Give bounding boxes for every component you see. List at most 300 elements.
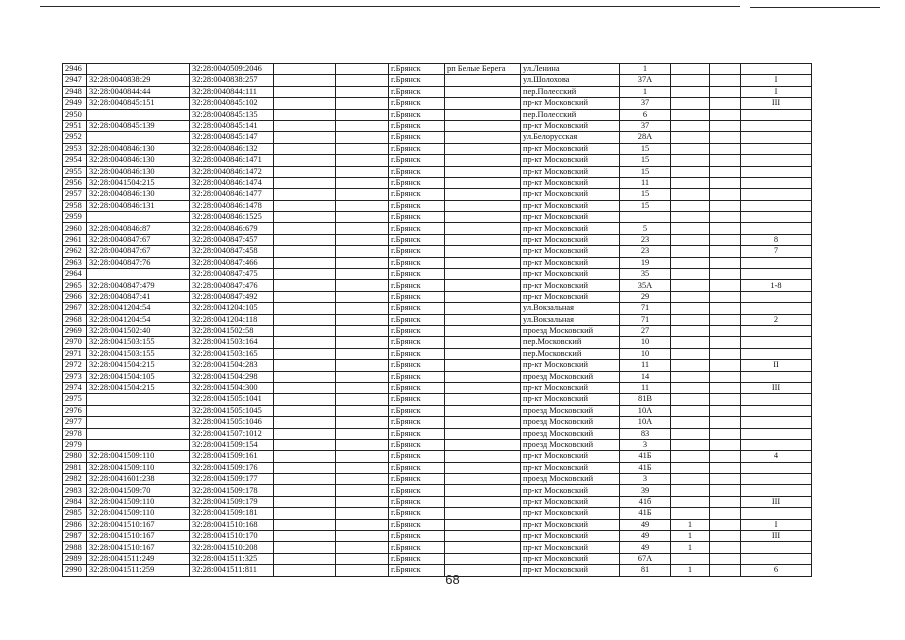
- extra-cell: [710, 291, 741, 302]
- house-cell: 15: [620, 200, 671, 211]
- empty-cell-b: [336, 189, 389, 200]
- city-cell: г.Брянск: [389, 303, 445, 314]
- object-cadastral-number-cell: 32:28:0040845:147: [190, 132, 274, 143]
- table-row: [63, 553, 812, 564]
- settlement-cell: [445, 508, 521, 519]
- house-cell: 28А: [620, 132, 671, 143]
- empty-cell-b: [336, 200, 389, 211]
- land-cadastral-number-cell: [87, 64, 190, 75]
- house-cell: 19: [620, 257, 671, 268]
- land-cadastral-number-cell: [87, 394, 190, 405]
- empty-cell-a: [274, 132, 336, 143]
- row-number-cell: 2949: [63, 98, 87, 109]
- row-number-cell: 2974: [63, 382, 87, 393]
- empty-cell-a: [274, 439, 336, 450]
- empty-cell-a: [274, 314, 336, 325]
- city-cell: г.Брянск: [389, 223, 445, 234]
- empty-cell-a: [274, 269, 336, 280]
- table-row: [63, 234, 812, 245]
- land-cadastral-number-cell: 32:28:0040838:29: [87, 75, 190, 86]
- building-cell: [671, 223, 710, 234]
- settlement-cell: [445, 223, 521, 234]
- row-number-cell: 2947: [63, 75, 87, 86]
- house-cell: 39: [620, 485, 671, 496]
- land-cadastral-number-cell: [87, 405, 190, 416]
- settlement-cell: [445, 120, 521, 131]
- table-row: [63, 531, 812, 542]
- land-cadastral-number-cell: 32:28:0041510:167: [87, 531, 190, 542]
- house-cell: 23: [620, 234, 671, 245]
- object-cadastral-number-cell: 32:28:0041511:811: [190, 565, 274, 576]
- settlement-cell: [445, 531, 521, 542]
- street-cell: ул.Белорусская: [521, 132, 620, 143]
- extra-cell: [710, 64, 741, 75]
- street-cell: проезд Московский: [521, 325, 620, 336]
- street-cell: пр-кт Московский: [521, 212, 620, 223]
- settlement-cell: [445, 143, 521, 154]
- empty-cell-a: [274, 474, 336, 485]
- land-cadastral-number-cell: 32:28:0041204:54: [87, 303, 190, 314]
- house-cell: 14: [620, 371, 671, 382]
- premises-cell: I: [741, 519, 812, 530]
- object-cadastral-number-cell: 32:28:0041504:300: [190, 382, 274, 393]
- row-number-cell: 2959: [63, 212, 87, 223]
- object-cadastral-number-cell: 32:28:0041503:165: [190, 348, 274, 359]
- street-cell: пр-кт Московский: [521, 291, 620, 302]
- house-cell: 49: [620, 531, 671, 542]
- empty-cell-b: [336, 405, 389, 416]
- premises-cell: [741, 291, 812, 302]
- settlement-cell: рп Белые Берега: [445, 64, 521, 75]
- empty-cell-a: [274, 98, 336, 109]
- street-cell: пр-кт Московский: [521, 234, 620, 245]
- premises-cell: [741, 269, 812, 280]
- premises-cell: [741, 462, 812, 473]
- table-row: [63, 474, 812, 485]
- street-cell: пер.Московский: [521, 348, 620, 359]
- land-cadastral-number-cell: 32:28:0040844:44: [87, 86, 190, 97]
- row-number-cell: 2953: [63, 143, 87, 154]
- empty-cell-b: [336, 496, 389, 507]
- extra-cell: [710, 519, 741, 530]
- city-cell: г.Брянск: [389, 531, 445, 542]
- premises-cell: [741, 189, 812, 200]
- street-cell: пр-кт Московский: [521, 542, 620, 553]
- street-cell: ул.Ленина: [521, 64, 620, 75]
- house-cell: 81: [620, 565, 671, 576]
- object-cadastral-number-cell: 32:28:0040845:102: [190, 98, 274, 109]
- building-cell: [671, 451, 710, 462]
- settlement-cell: [445, 382, 521, 393]
- table-row: [63, 508, 812, 519]
- building-cell: [671, 348, 710, 359]
- building-cell: [671, 155, 710, 166]
- row-number-cell: 2969: [63, 325, 87, 336]
- table-row: [63, 64, 812, 75]
- land-cadastral-number-cell: 32:28:0040846:130: [87, 166, 190, 177]
- table-row: [63, 246, 812, 257]
- premises-cell: III: [741, 531, 812, 542]
- settlement-cell: [445, 474, 521, 485]
- house-cell: 23: [620, 246, 671, 257]
- empty-cell-a: [274, 394, 336, 405]
- empty-cell-a: [274, 291, 336, 302]
- house-cell: 15: [620, 189, 671, 200]
- street-cell: пр-кт Московский: [521, 120, 620, 131]
- row-number-cell: 2980: [63, 451, 87, 462]
- settlement-cell: [445, 257, 521, 268]
- row-number-cell: 2987: [63, 531, 87, 542]
- settlement-cell: [445, 417, 521, 428]
- premises-cell: [741, 337, 812, 348]
- empty-cell-b: [336, 177, 389, 188]
- empty-cell-a: [274, 405, 336, 416]
- extra-cell: [710, 360, 741, 371]
- house-cell: 10: [620, 337, 671, 348]
- building-cell: 1: [671, 565, 710, 576]
- extra-cell: [710, 439, 741, 450]
- table-row: [63, 428, 812, 439]
- table-row: [63, 223, 812, 234]
- table-row: [63, 166, 812, 177]
- empty-cell-b: [336, 246, 389, 257]
- house-cell: 10А: [620, 405, 671, 416]
- row-number-cell: 2981: [63, 462, 87, 473]
- house-cell: 29: [620, 291, 671, 302]
- settlement-cell: [445, 109, 521, 120]
- building-cell: [671, 75, 710, 86]
- land-cadastral-number-cell: 32:28:0040845:139: [87, 120, 190, 131]
- city-cell: г.Брянск: [389, 405, 445, 416]
- empty-cell-b: [336, 120, 389, 131]
- empty-cell-a: [274, 542, 336, 553]
- settlement-cell: [445, 166, 521, 177]
- empty-cell-b: [336, 382, 389, 393]
- building-cell: [671, 496, 710, 507]
- table-row: [63, 86, 812, 97]
- land-cadastral-number-cell: 32:28:0040847:479: [87, 280, 190, 291]
- empty-cell-b: [336, 212, 389, 223]
- extra-cell: [710, 280, 741, 291]
- extra-cell: [710, 189, 741, 200]
- table-row: [63, 542, 812, 553]
- empty-cell-a: [274, 462, 336, 473]
- street-cell: пр-кт Московский: [521, 553, 620, 564]
- premises-cell: [741, 155, 812, 166]
- land-cadastral-number-cell: 32:28:0040846:130: [87, 143, 190, 154]
- empty-cell-a: [274, 485, 336, 496]
- land-cadastral-number-cell: 32:28:0040846:130: [87, 155, 190, 166]
- row-number-cell: 2978: [63, 428, 87, 439]
- house-cell: 49: [620, 519, 671, 530]
- land-cadastral-number-cell: 32:28:0041509:110: [87, 462, 190, 473]
- extra-cell: [710, 428, 741, 439]
- object-cadastral-number-cell: 32:28:0040845:141: [190, 120, 274, 131]
- premises-cell: [741, 64, 812, 75]
- table-row: [63, 382, 812, 393]
- house-cell: 3: [620, 439, 671, 450]
- extra-cell: [710, 542, 741, 553]
- table-row: [63, 360, 812, 371]
- table-row: [63, 291, 812, 302]
- house-cell: 15: [620, 166, 671, 177]
- premises-cell: 2: [741, 314, 812, 325]
- empty-cell-b: [336, 462, 389, 473]
- object-cadastral-number-cell: 32:28:0041502:58: [190, 325, 274, 336]
- row-number-cell: 2955: [63, 166, 87, 177]
- extra-cell: [710, 371, 741, 382]
- house-cell: 49: [620, 542, 671, 553]
- building-cell: [671, 474, 710, 485]
- house-cell: 27: [620, 325, 671, 336]
- page-number: 68: [445, 572, 460, 587]
- row-number-cell: 2975: [63, 394, 87, 405]
- object-cadastral-number-cell: 32:28:0040838:257: [190, 75, 274, 86]
- city-cell: г.Брянск: [389, 496, 445, 507]
- building-cell: [671, 143, 710, 154]
- land-cadastral-number-cell: 32:28:0041509:110: [87, 496, 190, 507]
- extra-cell: [710, 257, 741, 268]
- street-cell: пр-кт Московский: [521, 565, 620, 576]
- settlement-cell: [445, 337, 521, 348]
- street-cell: пер.Полесский: [521, 86, 620, 97]
- extra-cell: [710, 223, 741, 234]
- city-cell: г.Брянск: [389, 177, 445, 188]
- premises-cell: [741, 132, 812, 143]
- table-row: [63, 439, 812, 450]
- row-number-cell: 2977: [63, 417, 87, 428]
- object-cadastral-number-cell: 32:28:0041510:168: [190, 519, 274, 530]
- object-cadastral-number-cell: 32:28:0041509:179: [190, 496, 274, 507]
- premises-cell: I: [741, 75, 812, 86]
- empty-cell-a: [274, 371, 336, 382]
- empty-cell-a: [274, 120, 336, 131]
- building-cell: [671, 280, 710, 291]
- empty-cell-b: [336, 451, 389, 462]
- city-cell: г.Брянск: [389, 325, 445, 336]
- settlement-cell: [445, 553, 521, 564]
- settlement-cell: [445, 439, 521, 450]
- empty-cell-a: [274, 223, 336, 234]
- land-cadastral-number-cell: [87, 428, 190, 439]
- building-cell: [671, 462, 710, 473]
- empty-cell-a: [274, 177, 336, 188]
- premises-cell: III: [741, 496, 812, 507]
- street-cell: пр-кт Московский: [521, 177, 620, 188]
- city-cell: г.Брянск: [389, 280, 445, 291]
- house-cell: 71: [620, 303, 671, 314]
- street-cell: пр-кт Московский: [521, 394, 620, 405]
- premises-cell: [741, 485, 812, 496]
- street-cell: пр-кт Московский: [521, 98, 620, 109]
- street-cell: проезд Московский: [521, 474, 620, 485]
- premises-cell: [741, 303, 812, 314]
- empty-cell-a: [274, 189, 336, 200]
- row-number-cell: 2988: [63, 542, 87, 553]
- settlement-cell: [445, 394, 521, 405]
- city-cell: г.Брянск: [389, 337, 445, 348]
- settlement-cell: [445, 348, 521, 359]
- table-row: [63, 371, 812, 382]
- row-number-cell: 2984: [63, 496, 87, 507]
- building-cell: [671, 382, 710, 393]
- extra-cell: [710, 485, 741, 496]
- empty-cell-a: [274, 143, 336, 154]
- land-cadastral-number-cell: 32:28:0041504:215: [87, 360, 190, 371]
- premises-cell: [741, 405, 812, 416]
- premises-cell: [741, 371, 812, 382]
- empty-cell-b: [336, 519, 389, 530]
- city-cell: г.Брянск: [389, 519, 445, 530]
- premises-cell: [741, 223, 812, 234]
- empty-cell-b: [336, 223, 389, 234]
- row-number-cell: 2956: [63, 177, 87, 188]
- settlement-cell: [445, 98, 521, 109]
- row-number-cell: 2958: [63, 200, 87, 211]
- house-cell: 10: [620, 348, 671, 359]
- house-cell: 5: [620, 223, 671, 234]
- settlement-cell: [445, 75, 521, 86]
- row-number-cell: 2973: [63, 371, 87, 382]
- empty-cell-b: [336, 542, 389, 553]
- object-cadastral-number-cell: 32:28:0040847:457: [190, 234, 274, 245]
- land-cadastral-number-cell: 32:28:0041503:155: [87, 348, 190, 359]
- building-cell: [671, 553, 710, 564]
- house-cell: 41б: [620, 496, 671, 507]
- house-cell: 15: [620, 155, 671, 166]
- extra-cell: [710, 314, 741, 325]
- city-cell: г.Брянск: [389, 382, 445, 393]
- city-cell: г.Брянск: [389, 553, 445, 564]
- settlement-cell: [445, 371, 521, 382]
- empty-cell-a: [274, 86, 336, 97]
- empty-cell-b: [336, 280, 389, 291]
- table-body: [63, 64, 812, 577]
- land-cadastral-number-cell: 32:28:0040847:67: [87, 246, 190, 257]
- extra-cell: [710, 405, 741, 416]
- city-cell: г.Брянск: [389, 394, 445, 405]
- street-cell: ул.Вокзальная: [521, 314, 620, 325]
- object-cadastral-number-cell: 32:28:0041509:154: [190, 439, 274, 450]
- settlement-cell: [445, 132, 521, 143]
- street-cell: пр-кт Московский: [521, 257, 620, 268]
- object-cadastral-number-cell: 32:28:0041505:1046: [190, 417, 274, 428]
- empty-cell-b: [336, 439, 389, 450]
- object-cadastral-number-cell: 32:28:0041204:105: [190, 303, 274, 314]
- house-cell: 35А: [620, 280, 671, 291]
- premises-cell: [741, 200, 812, 211]
- extra-cell: [710, 109, 741, 120]
- object-cadastral-number-cell: 32:28:0040509:2046: [190, 64, 274, 75]
- empty-cell-a: [274, 257, 336, 268]
- premises-cell: 8: [741, 234, 812, 245]
- city-cell: г.Брянск: [389, 451, 445, 462]
- premises-cell: III: [741, 98, 812, 109]
- row-number-cell: 2970: [63, 337, 87, 348]
- settlement-cell: [445, 246, 521, 257]
- empty-cell-b: [336, 417, 389, 428]
- row-number-cell: 2990: [63, 565, 87, 576]
- row-number-cell: 2965: [63, 280, 87, 291]
- empty-cell-a: [274, 417, 336, 428]
- premises-cell: [741, 257, 812, 268]
- table-row: [63, 496, 812, 507]
- empty-cell-a: [274, 337, 336, 348]
- house-cell: 81В: [620, 394, 671, 405]
- house-cell: 11: [620, 360, 671, 371]
- extra-cell: [710, 269, 741, 280]
- premises-cell: [741, 166, 812, 177]
- house-cell: 41Б: [620, 508, 671, 519]
- extra-cell: [710, 234, 741, 245]
- city-cell: г.Брянск: [389, 542, 445, 553]
- extra-cell: [710, 75, 741, 86]
- row-number-cell: 2957: [63, 189, 87, 200]
- row-number-cell: 2967: [63, 303, 87, 314]
- empty-cell-b: [336, 234, 389, 245]
- house-cell: 11: [620, 177, 671, 188]
- land-cadastral-number-cell: [87, 212, 190, 223]
- scan-top-edge-line: [40, 6, 740, 7]
- settlement-cell: [445, 212, 521, 223]
- table-row: [63, 519, 812, 530]
- empty-cell-a: [274, 325, 336, 336]
- extra-cell: [710, 462, 741, 473]
- city-cell: г.Брянск: [389, 417, 445, 428]
- empty-cell-b: [336, 360, 389, 371]
- object-cadastral-number-cell: 32:28:0040847:492: [190, 291, 274, 302]
- extra-cell: [710, 382, 741, 393]
- city-cell: г.Брянск: [389, 246, 445, 257]
- object-cadastral-number-cell: 32:28:0040846:1477: [190, 189, 274, 200]
- empty-cell-b: [336, 64, 389, 75]
- row-number-cell: 2989: [63, 553, 87, 564]
- land-cadastral-number-cell: 32:28:0041511:259: [87, 565, 190, 576]
- city-cell: г.Брянск: [389, 86, 445, 97]
- row-number-cell: 2962: [63, 246, 87, 257]
- table-row: [63, 98, 812, 109]
- city-cell: г.Брянск: [389, 428, 445, 439]
- object-cadastral-number-cell: 32:28:0041509:178: [190, 485, 274, 496]
- city-cell: г.Брянск: [389, 75, 445, 86]
- settlement-cell: [445, 428, 521, 439]
- empty-cell-a: [274, 109, 336, 120]
- empty-cell-b: [336, 132, 389, 143]
- row-number-cell: 2972: [63, 360, 87, 371]
- settlement-cell: [445, 200, 521, 211]
- city-cell: г.Брянск: [389, 64, 445, 75]
- empty-cell-b: [336, 325, 389, 336]
- table-row: [63, 212, 812, 223]
- building-cell: 1: [671, 542, 710, 553]
- street-cell: пр-кт Московский: [521, 155, 620, 166]
- empty-cell-b: [336, 86, 389, 97]
- table-row: [63, 280, 812, 291]
- land-cadastral-number-cell: [87, 109, 190, 120]
- building-cell: [671, 246, 710, 257]
- house-cell: 41Б: [620, 462, 671, 473]
- land-cadastral-number-cell: 32:28:0041509:70: [87, 485, 190, 496]
- object-cadastral-number-cell: 32:28:0040847:458: [190, 246, 274, 257]
- object-cadastral-number-cell: 32:28:0041503:164: [190, 337, 274, 348]
- table-row: [63, 200, 812, 211]
- street-cell: ул.Шолохова: [521, 75, 620, 86]
- building-cell: [671, 177, 710, 188]
- land-cadastral-number-cell: 32:28:0041504:215: [87, 382, 190, 393]
- premises-cell: [741, 325, 812, 336]
- premises-cell: [741, 177, 812, 188]
- street-cell: ул.Вокзальная: [521, 303, 620, 314]
